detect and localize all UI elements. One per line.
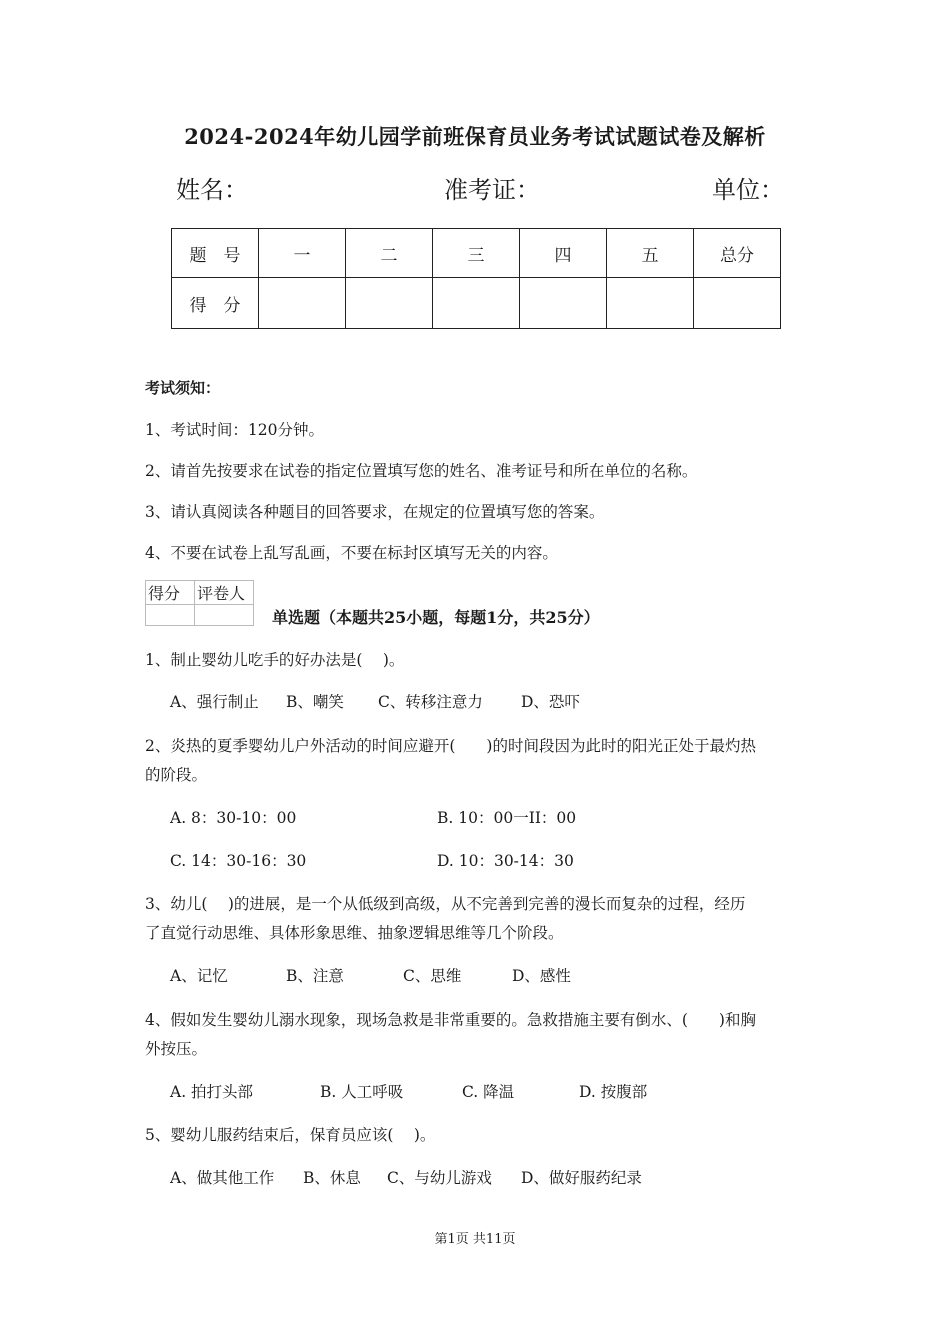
grader-box [145, 580, 254, 626]
option-d: D、感性 [512, 967, 571, 985]
grader-score-label: 得分 [146, 581, 195, 605]
grader-score-cell[interactable] [146, 605, 195, 626]
score-table-cell: 题 号 [172, 229, 259, 278]
notice-heading: 考试须知： [145, 379, 221, 397]
unit-field-label: 单位： [712, 176, 784, 204]
score-table-cell: 五 [607, 229, 694, 278]
score-table-header-row [172, 229, 781, 278]
option-d: D. 按腹部 [579, 1083, 648, 1101]
option-a: A、强行制止 [170, 693, 259, 711]
score-table [171, 228, 781, 329]
option-c: C、与幼儿游戏 [387, 1169, 492, 1187]
score-input-cell[interactable] [433, 278, 520, 329]
question-stem-cont: 外按压。 [145, 1040, 208, 1058]
option-d: D、做好服药纪录 [521, 1169, 642, 1187]
option-a: A. 拍打头部 [170, 1083, 254, 1101]
notice-item: 3、请认真阅读各种题目的回答要求，在规定的位置填写您的答案。 [145, 503, 605, 521]
score-table-cell: 总分 [694, 229, 781, 278]
score-table-score-row [172, 278, 781, 329]
question-stem: 5、婴幼儿服药结束后，保育员应该( )。 [145, 1126, 436, 1144]
option-b: B、休息 [303, 1169, 361, 1187]
question-stem-cont: 的阶段。 [145, 766, 208, 784]
question-stem-cont: 了直觉行动思维、具体形象思维、抽象逻辑思维等几个阶段。 [145, 924, 564, 942]
option-a: A、做其他工作 [170, 1169, 275, 1187]
score-table-cell: 二 [346, 229, 433, 278]
grader-name-label: 评卷人 [195, 581, 254, 605]
option-c: C、转移注意力 [378, 693, 483, 711]
page-footer: 第1页 共11页 [434, 1232, 516, 1247]
question-stem: 4、假如发生婴幼儿溺水现象，现场急救是非常重要的。急救措施主要有倒水、( )和胸 [145, 1011, 756, 1029]
option-d: D、恐吓 [521, 693, 580, 711]
option-b: B、嘲笑 [286, 693, 344, 711]
score-input-cell[interactable] [259, 278, 346, 329]
question-stem: 1、制止婴幼儿吃手的好办法是( )。 [145, 651, 405, 669]
option-d: D. 10：30-14：30 [437, 852, 574, 870]
notice-item: 4、不要在试卷上乱写乱画，不要在标封区填写无关的内容。 [145, 544, 558, 562]
option-b: B. 10：00一II：00 [437, 809, 577, 827]
score-table-cell: 三 [433, 229, 520, 278]
option-a: A、记忆 [170, 967, 228, 985]
option-c: C、思维 [403, 967, 462, 985]
option-c: C. 14：30-16：30 [170, 852, 307, 870]
option-b: B、注意 [286, 967, 344, 985]
option-c: C. 降温 [462, 1083, 515, 1101]
score-input-cell[interactable] [607, 278, 694, 329]
score-input-cell[interactable] [694, 278, 781, 329]
option-b: B. 人工呼吸 [320, 1083, 404, 1101]
score-input-cell[interactable] [346, 278, 433, 329]
section-title: 单选题（本题共25小题，每题1分，共25分） [272, 608, 600, 627]
score-table-cell: 一 [259, 229, 346, 278]
ticket-field-label: 准考证： [444, 176, 540, 204]
notice-item: 2、请首先按要求在试卷的指定位置填写您的姓名、准考证号和所在单位的名称。 [145, 462, 698, 480]
name-field-label: 姓名： [176, 176, 248, 204]
option-a: A. 8：30-10：00 [170, 809, 297, 827]
score-input-cell[interactable] [520, 278, 607, 329]
grader-name-cell[interactable] [195, 605, 254, 626]
question-stem: 3、幼儿( )的进展，是一个从低级到高级，从不完善到完善的漫长而复杂的过程，经历 [145, 895, 746, 913]
notice-item: 1、考试时间：120分钟。 [145, 421, 324, 439]
question-stem: 2、炎热的夏季婴幼儿户外活动的时间应避开( )的时间段因为此时的阳光正处于最灼热 [145, 737, 756, 755]
score-table-cell: 四 [520, 229, 607, 278]
page-title: 2024-2024年幼儿园学前班保育员业务考试试题试卷及解析 [184, 124, 766, 149]
score-table-cell: 得 分 [172, 278, 259, 329]
